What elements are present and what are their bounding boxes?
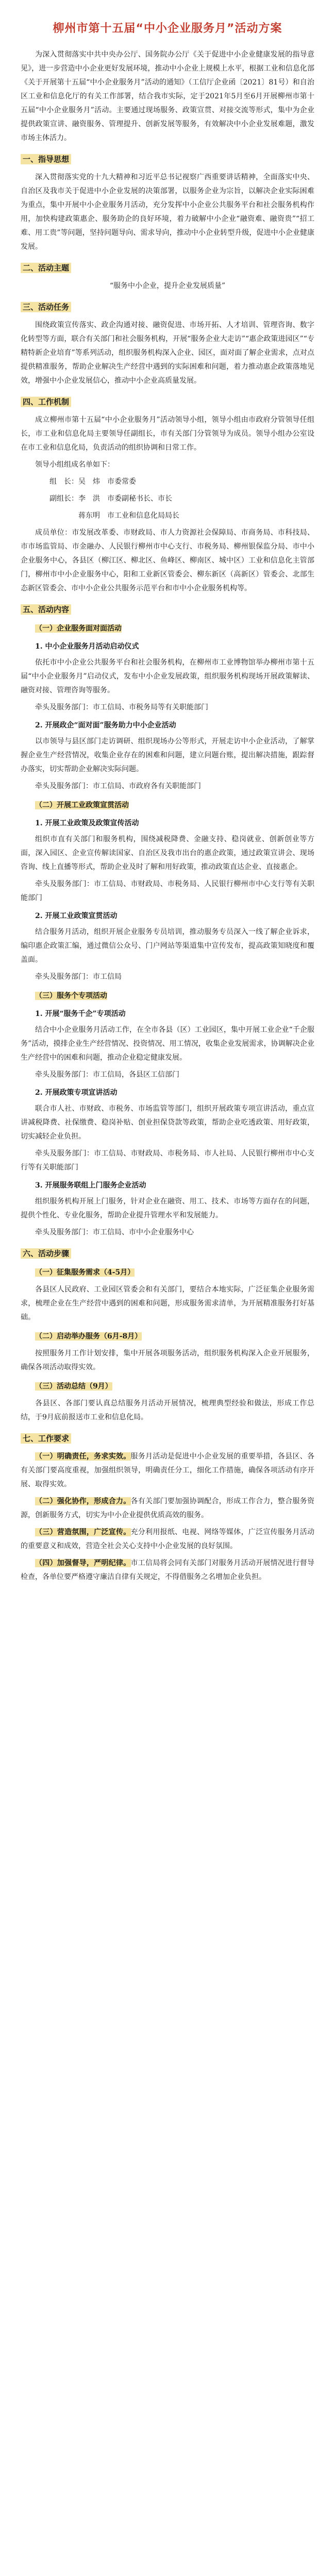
subsection-1: （一）企业服务面对面活动 [35,624,122,633]
document-body [21,48,314,1584]
members-text: 成员单位：市发展改革委、市财政局、市人力资源社会保障局、市商务局、市科技局、市市场监管局、市金融办、人民银行柳州市中心支行、市税务局、柳州银保监分局、市中小企业服务中心，各县区（柳江区、柳北区、鱼峰区、柳南区、城中区）工业和信息化主管部门，柳州市中小企业服务中心，阳和工业新区管委会、柳东新区（高新区）管委会、北部生态新区管委会、市中小企业公共服务示范平台和市中小企业服务机构等。 [21,529,314,592]
item-1-1-owner: 牵头及服务部门：市工信局、市税务局等有关职能部门 [35,703,208,711]
item-1-2-owner: 牵头及服务部门：市工信局、市政府各有关职能部门 [35,782,201,790]
requirement-3: （三）营造氛围，广泛宣传。充分利用报纸、电视、网络等媒体，广泛宣传服务月活动的重要意义和成效，营造全社会关心支持中小企业发展的良好氛围。 [21,1528,315,1550]
item-3-3-text: 组织服务机构开展上门服务，针对企业在融资、用工、技术、市场等方面存在的问题，提供个性化、专业化服务，帮助企业提升管理水平和发展能力。 [21,1197,314,1219]
item-2-2: 2. 开展工业政策宣贯活动 [35,912,118,920]
requirement-2: （二）强化协作，形成合力。各有关部门要加强协调配合，形成工作合力，整合服务资源，创新服务方式，切实为中小企业提供优质高效的服务。 [21,1497,315,1519]
item-3-1: 1. 开展“服务千企”专项活动 [35,1010,126,1018]
section-heading-2: 二、活动主题 [21,261,314,275]
leader-list [21,475,314,523]
requirement-4: （四）加强督导，严明纪律。市工信局将会同有关部门对服务月活动开展情况进行督导检查，各单位要严格遵守廉洁自律有关规定，不得借服务之名增加企业负担。 [21,1559,315,1581]
item-1-2-text: 以市领导与县区部门走访调研、组织现场办公等形式，开展走访中小企业活动，了解掌握企业生产经营情况，收集企业存在的困难和问题，建立问题台账，提出解决措施，跟踪督办落实，切实帮助企业解决实际问题。 [21,737,314,773]
section-heading-3: 三、活动任务 [21,300,314,314]
item-3-2-text: 联合市人社、市财政、市税务、市场监管等部门，组织开展政策专项宣讲活动，重点宣讲减税降费、社保缴费、稳岗补贴、创业担保贷款等政策，帮助企业吃透政策、用好政策，切实减轻企业负担。 [21,1105,314,1141]
item-3-1-text: 结合中小企业服务月活动工作，在全市各县（区）工业园区，集中开展工业企业“千企服务”活动，摸排企业生产经营情况、投资情况、用工情况，收集企业发展需求，协调解决企业生产经营中的困难和问题，推动企业稳定健康发展。 [21,1026,314,1062]
item-2-2-text: 结合服务月活动，组织开展企业服务专员培训，推动服务专员深入一线了解企业诉求，编印惠企政策汇编，通过微信公众号、门户网站等渠道集中宣传发布，提高政策知晓度和覆盖面。 [21,928,314,964]
item-3-2: 2. 开展政策专项宣讲活动 [35,1089,118,1097]
step-1-text: 各县区人民政府、工业园区管委会和有关部门，要结合本地实际，广泛征集企业服务需求，梳理企业在生产经营中遇到的困难和问题，形成服务需求清单，为开展精准服务打好基础。 [21,1285,314,1321]
subsection-3: （三）服务个专项活动 [35,992,107,1000]
section-4-text: 成立柳州市第十五届“中小企业服务月”活动领导小组，领导小组由市政府分管领导任组长，市工业和信息化局主要领导任副组长，市有关部门分管领导为成员。领导小组办公室设在市工业和信息化局，负责活动的组织协调和日常工作。 [21,416,314,452]
step-2-text: 按照服务月工作计划安排，集中开展各项服务活动，组织服务机构深入企业开展服务，确保各项活动取得实效。 [21,1349,314,1371]
section-heading-5: 五、活动内容 [21,603,314,617]
item-1-2: 2. 开展政企“面对面”服务助力中小企业活动 [35,721,176,730]
item-3-1-owner: 牵头及服务部门：市工信局，各县区工信部门 [35,1071,179,1079]
item-2-2-owner: 牵头及服务部门：市工信局 [35,973,122,981]
section-heading-1: 一、指导思想 [21,152,314,166]
document-title: 柳州市第十五届“中小企业服务月”活动方案 [53,22,282,35]
step-3: （三）活动总结（9月） [35,1382,112,1391]
leader-label: 领导小组组成名单如下： [35,461,114,469]
step-2: （二）启动举办服务（6月-8月） [35,1332,142,1341]
section-heading-6: 六、活动步骤 [21,1247,314,1261]
intro-paragraph: 为深入贯彻落实中共中央办公厅、国务院办公厅《关于促进中小企业健康发展的指导意见》，进一步营造中小企业更好发展环境，推动中小企业上规模上水平，根据工业和信息化部《关于开展第十五届“中小企业服务月”活动的通知》（工信厅企业函〔2021〕81号）和自治区工业和信息化厅的有关工作部署，结合我市实际，定于2021年5月至6月开展柳州市第十五届“中小企业服务月”活动。主要通过现场服务、政策宣贯、对接交流等形式，集中为企业提供政策宣讲、融资服务、管理提升、创新发展等服务，有效解决中小企业发展难题，激发市场主体活力。 [21,50,314,142]
subsection-2: （二）开展工业政策宣贯活动 [35,801,129,809]
section-heading-7: 七、工作要求 [21,1432,314,1446]
item-2-1-text: 组织市直有关部门和服务机构，围绕减税降费、金融支持、稳岗就业、创新创业等方面，深入园区、企业宣传解读国家、自治区及我市出台的惠企政策，通过政策宣讲会、现场咨询、线上直播等形式，帮助企业及时了解和用好政策，推动政策直达企业、直接惠企。 [21,835,314,871]
requirement-1: （一）明确责任，务求实效。服务月活动是促进中小企业发展的重要举措，各县区、各有关部门要高度重视，加强组织领导，明确责任分工，细化工作措施，确保各项活动有序开展、取得实效。 [21,1452,315,1488]
section-heading-4: 四、工作机制 [21,395,314,409]
item-3-3-owner: 牵头及服务部门：市工信局、市中小企业服务中心 [35,1228,194,1236]
item-3-2-owner: 牵头及服务部门：市工信局、市财政局、市税务局、市人社局、人民银行柳州市中心支行等有关职能部门 [21,1149,314,1172]
section-3-text: 围绕政策宣传落实、政企沟通对接、融资促进、市场开拓、人才培训、管理咨询、数字化转型等方面，联合有关部门和社会服务机构，开展“服务企业大走访”“惠企政策进园区”“专精特新企业培育”等系列活动，组织服务机构深入企业、园区，面对面了解企业需求，点对点提供精准服务，帮助企业解决生产经营中遇到的实际困难和问题，着力推动惠企政策落地见效，增强中小企业发展信心，推动中小企业高质量发展。 [21,321,314,385]
item-3-3: 3. 开展服务联组上门服务企业活动 [35,1181,146,1190]
step-3-text: 各县区、各部门要认真总结服务月活动开展情况，梳理典型经验和做法，形成工作总结，于9月底前报送市工业和信息化局。 [21,1399,314,1421]
leader-item: 副组长：李 洪 市委副秘书长、市长 [49,495,172,503]
item-2-1-owner: 牵头及服务部门：市工信局、市财政局、市税务局、人民银行柳州市中心支行等有关职能部门 [21,880,314,902]
section-1-text: 深入贯彻落实党的十九大精神和习近平总书记视察广西重要讲话精神，全面落实中央、自治区及我市关于促进中小企业发展的决策部署，以服务企业为宗旨，以解决企业实际困难为重点，集中开展中小企业服务月活动，充分发挥中小企业公共服务平台和社会服务机构作用，加快构建政策惠企、服务助企的良好环境，着力破解中小企业“融资难、融资贵”“招工难、用工贵”等问题，坚持问题导向、需求导向，推动中小企业转型升级，促进中小企业健康发展。 [21,173,314,251]
item-2-1: 1. 开展工业政策及政策宣传活动 [35,819,139,827]
leader-item: 蒋东明 市工业和信息化局局长 [49,512,179,520]
item-1-1: 1. 中小企业服务月活动启动仪式 [35,642,139,651]
item-1-1-text: 依托市中小企业公共服务平台和社会服务机构，在柳州市工业博物馆举办柳州市第十五届“中小企业服务月”启动仪式，发布中小企业发展政策，组织服务机构现场开展政策解读、融资对接、管理咨询等服务。 [21,658,314,694]
section-2-text: “服务中小企业，提升企业发展质量” [109,282,226,290]
leader-item: 组 长：吴 炜 市委常委 [49,478,136,486]
step-1: （一）征集服务需求（4-5月） [35,1268,135,1277]
